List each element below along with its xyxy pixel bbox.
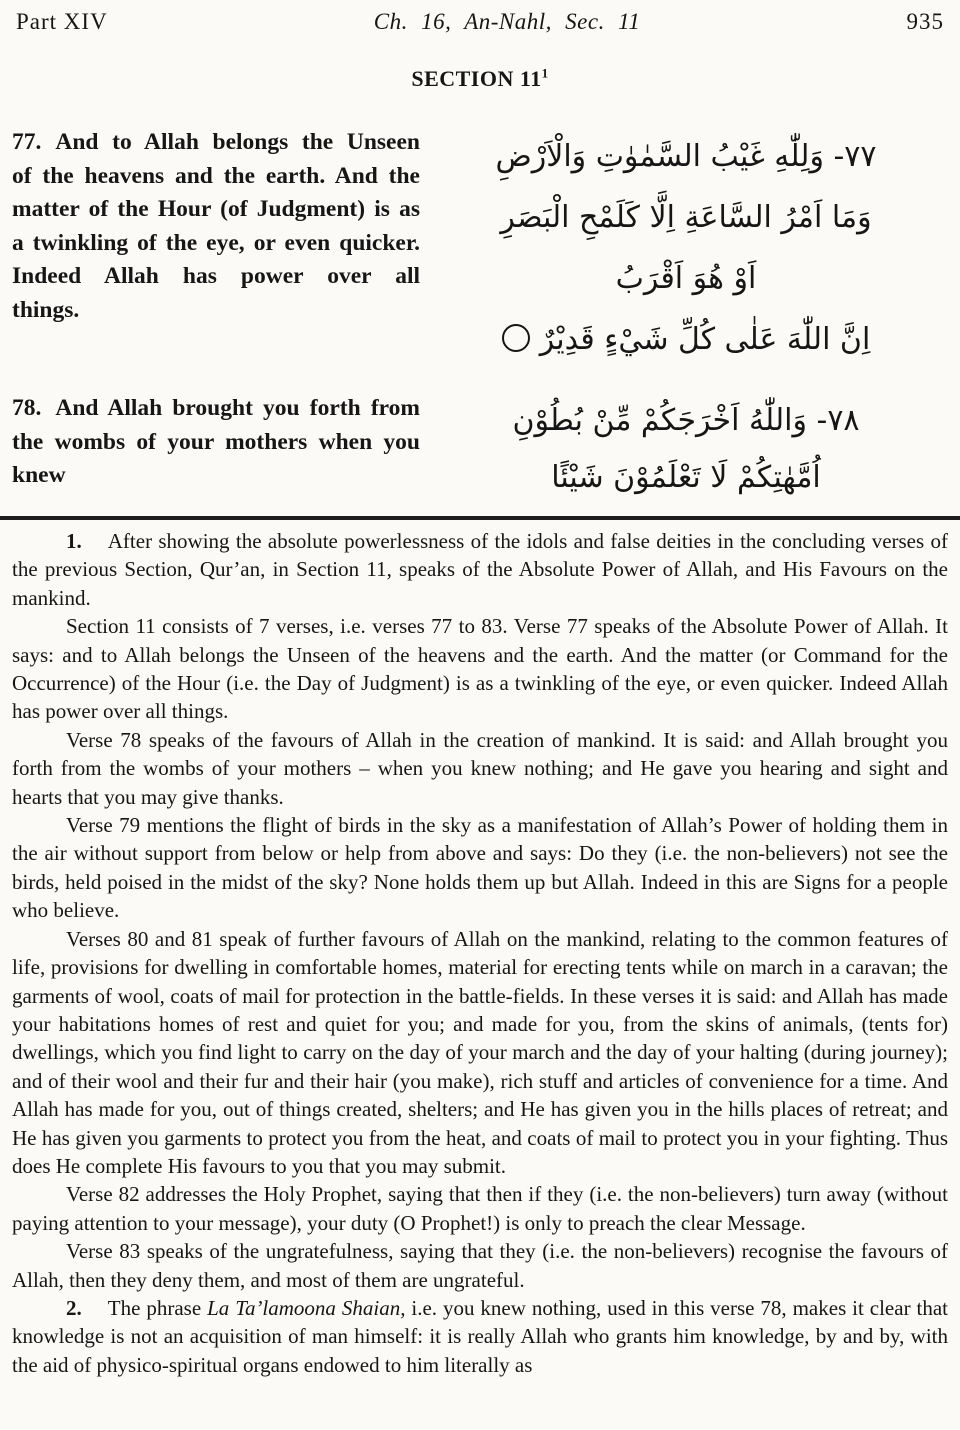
verse-78-english xyxy=(12,392,420,493)
footnote-paragraph: Verses 80 and 81 speak of further favours of Allah on the mankind, relating to the common features of life, provisions for dwelling in comfortable homes, material for erecting tents while on march in a caravan; the garments of wool, coats of mail for protection in the battle-fields. In these verses it is said: and Allah has made your habitations homes of rest and quiet for you; and made for you, from the skins of animals, (tents for) dwellings, which you find light to carry on the day of your march and the day of your halting (during journey); and of their wool and their fur and their hair (you make), rich stuff and articles of convenience for a time. And Allah has made for you, out of things created, shelters; and He has given you in the hills places of retreat; and He has given you garments to protect you from the heat, and coats of mail to protect you in your fighting. Thus does He complete His favours to you that you may submit. xyxy=(12,926,948,1178)
footnote-1-paragraph xyxy=(12,527,948,612)
footnote-2-text-prefix: The phrase xyxy=(107,1295,208,1320)
verse-78-arabic xyxy=(420,392,948,506)
arabic-line: ٧٨- وَاللّٰهُ اَخْرَجَكُمْ مِّنْ بُطُوْنِ xyxy=(512,403,860,438)
header-part-label: Part XIV xyxy=(16,9,108,34)
footnotes-section xyxy=(0,520,960,1379)
verse-78-translation: And Allah brought you forth from the wombs of your mothers when you knew xyxy=(12,395,420,488)
footnote-2-number: 2. xyxy=(66,1295,82,1320)
page-header xyxy=(0,8,960,35)
footnote-2-italic-phrase: La Ta’lamoona Shaian, xyxy=(207,1295,406,1320)
footnote-1-text: After showing the absolute powerlessness of the idols and false deities in the concluding verses of the previous Section, Qur’an, in Section 11, speaks of the Absolute Power of Allah, and His Favours on the mankind. xyxy=(12,529,948,610)
header-page-number: 935 xyxy=(906,9,944,34)
footnote-paragraph: Verse 78 speaks of the favours of Allah in the creation of mankind. It is said: and Allah brought you forth from the wombs of your mothers – when you knew nothing; and He gave you hearing and sight and hearts that you may give thanks. xyxy=(12,727,948,809)
verse-77-row xyxy=(12,126,948,370)
arabic-line xyxy=(424,309,948,370)
footnote-paragraph: Verse 83 speaks of the ungratefulness, saying that they (i.e. the non-believers) recognise the favours of Allah, then they deny them, and most of them are ungrateful. xyxy=(12,1239,948,1292)
footnote-paragraph: Verse 79 mentions the flight of birds in the sky as a manifestation of Allah’s Power of holding them in the air without support from below or help from above and says: Do they (i.e. the non-believers) not see the birds, held poised in the midst of the sky? None holds them up but Allah. Indeed in this are Signs for a people who believe. xyxy=(12,813,948,923)
verse-78-number: 78. xyxy=(12,395,42,421)
section-heading-text: SECTION 11 xyxy=(411,66,542,91)
arabic-line: اَوْ هُوَ اَقْرَبُ xyxy=(615,261,757,296)
footnote-paragraph: Section 11 consists of 7 verses, i.e. verses 77 to 83. Verse 77 speaks of the Absolute Power of Allah. It says: and to Allah belongs the Unseen of the heavens and the earth. And the matter (or Command for the Occurrence) of the Hour (i.e. the Day of Judgment) is as a twinkling of the eye, or even quicker. Indeed Allah has power over all things. xyxy=(12,614,948,724)
footnote-1-number: 1. xyxy=(66,529,82,553)
header-chapter-title: Ch. 16, An-Nahl, Sec. 11 xyxy=(373,9,641,34)
end-of-verse-icon xyxy=(502,324,530,352)
arabic-line: اُمَّهٰتِكُمْ لَا تَعْلَمُوْنَ شَيْئًا xyxy=(551,460,821,495)
verse-area xyxy=(0,126,960,506)
verse-77-number: 77. xyxy=(12,129,42,155)
footnote-paragraph: Verse 82 addresses the Holy Prophet, saying that then if they (i.e. the non-believers) turn away (without paying attention to your message), your duty (O Prophet!) is only to preach the clear Message. xyxy=(12,1182,948,1235)
section-heading-footnote-ref: 1 xyxy=(541,65,549,81)
verse-78-row xyxy=(12,392,948,506)
verse-77-arabic xyxy=(420,126,948,370)
footnote-2-text-suffix: i.e. you knew nothing, used in this verse 78, makes it clear that knowledge is not an acquisition of man himself: it is really Allah who grants him knowledge, by and by, with the aid of physico-spiritual organs endowed to him literally as xyxy=(12,1295,948,1377)
footnote-2-paragraph xyxy=(12,1294,948,1379)
section-heading xyxy=(0,66,960,92)
arabic-line: ٧٧- وَلِلّٰهِ غَيْبُ السَّمٰوٰتِ وَالْاَرْضِ xyxy=(495,139,877,174)
verse-77-english xyxy=(12,126,420,327)
arabic-line-text: اِنَّ اللّٰهَ عَلٰى كُلِّ شَيْءٍ قَدِيْرٌ xyxy=(539,322,871,357)
verse-77-translation: And to Allah belongs the Unseen of the heavens and the earth. And the matter of the Hour (of Judgment) is as a twinkling of the eye, or even quicker. Indeed Allah has power over all things. xyxy=(12,129,420,323)
arabic-line: وَمَا اَمْرُ السَّاعَةِ اِلَّا كَلَمْحِ الْبَصَرِ xyxy=(500,200,872,235)
